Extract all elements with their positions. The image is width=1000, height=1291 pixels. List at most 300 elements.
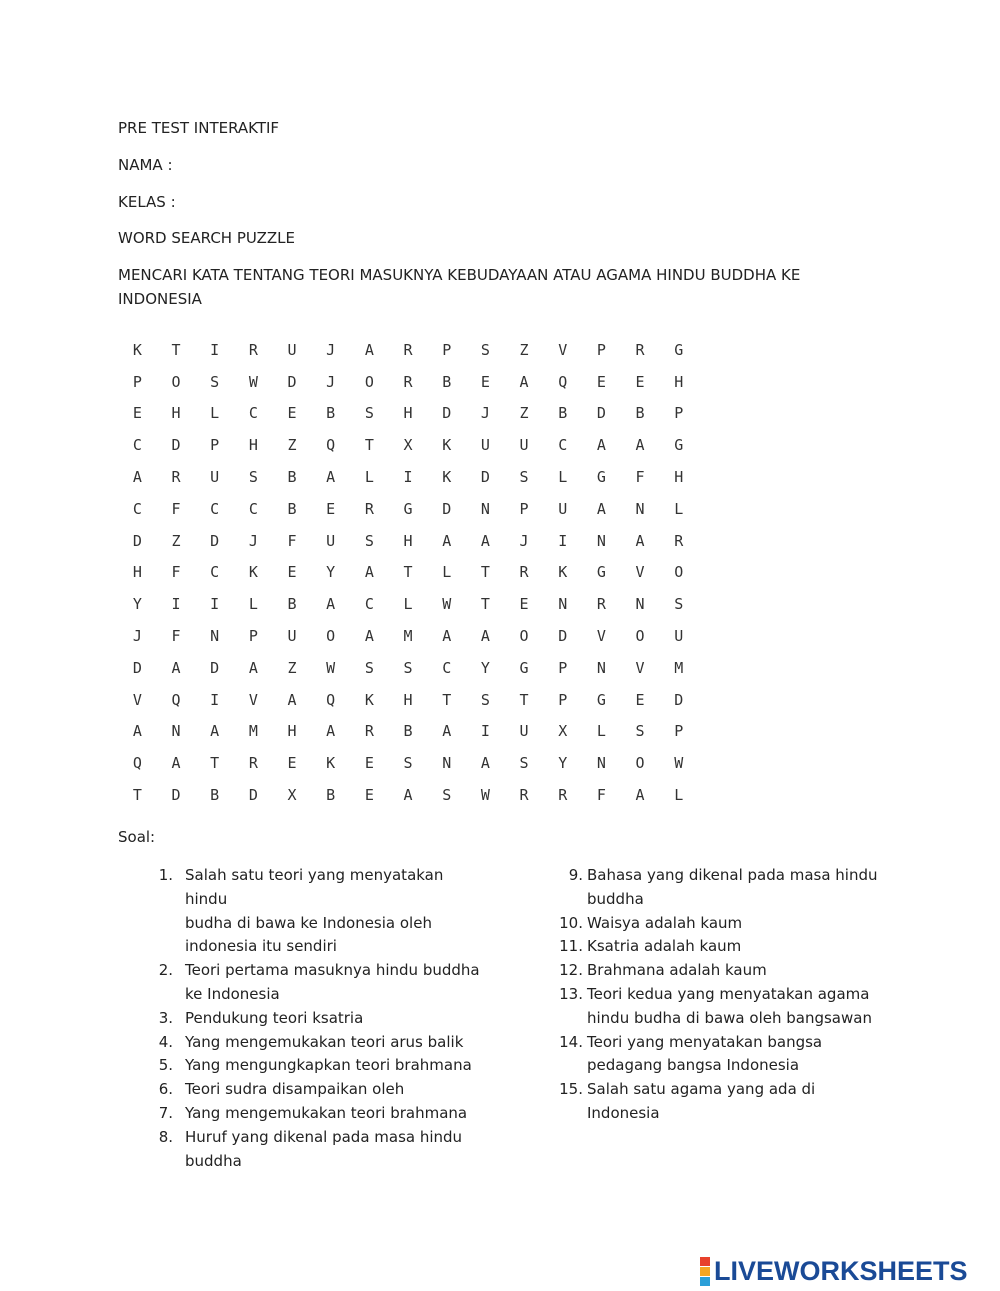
- grid-cell: F: [596, 786, 606, 805]
- grid-cell: O: [171, 372, 181, 391]
- grid-row: [118, 588, 698, 620]
- grid-cell: R: [248, 340, 258, 359]
- grid-row: [118, 525, 698, 557]
- grid-cell: Q: [132, 754, 142, 773]
- grid-cell: F: [171, 563, 181, 582]
- grid-cell: T: [480, 595, 490, 614]
- grid-row: [118, 557, 698, 589]
- questions-label: Soal:: [118, 828, 156, 846]
- grid-cell: T: [442, 690, 452, 709]
- grid-cell: U: [287, 627, 297, 646]
- grid-cell: B: [558, 404, 568, 423]
- grid-row: [118, 620, 698, 652]
- grid-cell: B: [287, 595, 297, 614]
- grid-cell: A: [480, 531, 490, 550]
- grid-cell: A: [364, 340, 374, 359]
- grid-cell: A: [326, 595, 336, 614]
- grid-cell: I: [210, 690, 220, 709]
- logo-square: [700, 1267, 710, 1276]
- question-line: Teori kedua yang menyatakan agama: [587, 984, 870, 1003]
- question-line: Brahmana adalah kaum: [587, 961, 767, 980]
- question-item: [145, 959, 485, 1007]
- grid-cell: X: [403, 436, 413, 455]
- class-label: KELAS :: [118, 193, 176, 211]
- grid-cell: D: [132, 531, 142, 550]
- grid-cell: L: [364, 468, 374, 487]
- grid-cell: S: [519, 754, 529, 773]
- grid-cell: E: [364, 786, 374, 805]
- grid-cell: I: [480, 722, 490, 741]
- grid-cell: P: [558, 690, 568, 709]
- question-line: pedagang bangsa Indonesia: [587, 1056, 800, 1075]
- grid-cell: S: [519, 468, 529, 487]
- brand-text: LIVEWORKSHEETS: [714, 1255, 968, 1286]
- grid-cell: A: [442, 531, 452, 550]
- grid-cell: G: [596, 690, 606, 709]
- grid-cell: N: [171, 722, 181, 741]
- question-line: Yang mengungkapkan teori brahmana: [185, 1056, 472, 1075]
- grid-cell: A: [364, 627, 374, 646]
- question-text: [587, 864, 878, 912]
- grid-cell: W: [326, 658, 336, 677]
- grid-cell: O: [635, 754, 645, 773]
- question-line: Bahasa yang dikenal pada masa hindu: [587, 866, 878, 884]
- grid-cell: H: [403, 404, 413, 423]
- grid-cell: A: [132, 722, 142, 741]
- grid-cell: D: [558, 627, 568, 646]
- grid-cell: U: [210, 468, 220, 487]
- liveworksheets-logo-icon: [700, 1257, 710, 1286]
- grid-cell: W: [248, 372, 258, 391]
- grid-cell: A: [326, 468, 336, 487]
- grid-cell: G: [519, 658, 529, 677]
- grid-cell: X: [558, 722, 568, 741]
- puzzle-title: WORD SEARCH PUZZLE: [118, 229, 295, 247]
- grid-cell: U: [519, 722, 529, 741]
- question-text: [173, 864, 485, 959]
- grid-cell: E: [287, 754, 297, 773]
- grid-cell: T: [403, 563, 413, 582]
- question-number: 3.: [158, 1008, 173, 1027]
- grid-cell: K: [558, 563, 568, 582]
- word-search-grid: [118, 334, 698, 811]
- grid-cell: I: [558, 531, 568, 550]
- grid-cell: R: [519, 786, 529, 805]
- grid-cell: L: [442, 563, 452, 582]
- grid-cell: N: [635, 595, 645, 614]
- grid-cell: Y: [132, 595, 142, 614]
- grid-cell: K: [326, 754, 336, 773]
- question-number: 1.: [158, 866, 173, 884]
- grid-cell: C: [248, 404, 258, 423]
- question-item: [145, 1078, 485, 1102]
- grid-cell: P: [248, 627, 258, 646]
- grid-cell: S: [674, 595, 684, 614]
- grid-cell: A: [635, 786, 645, 805]
- grid-cell: C: [248, 499, 258, 518]
- grid-cell: J: [132, 627, 142, 646]
- grid-cell: L: [674, 499, 684, 518]
- grid-cell: O: [674, 563, 684, 582]
- grid-cell: J: [480, 404, 490, 423]
- grid-cell: G: [596, 468, 606, 487]
- question-line: hindu budha di bawa oleh bangsawan: [587, 1008, 872, 1027]
- grid-cell: H: [248, 436, 258, 455]
- grid-cell: Y: [558, 754, 568, 773]
- grid-cell: I: [210, 595, 220, 614]
- grid-cell: Y: [480, 658, 490, 677]
- grid-cell: L: [210, 404, 220, 423]
- grid-cell: A: [596, 499, 606, 518]
- grid-row: [118, 461, 698, 493]
- grid-cell: B: [210, 786, 220, 805]
- question-number: 10.: [559, 913, 583, 932]
- question-item: [145, 864, 485, 959]
- question-number: 12.: [559, 961, 583, 980]
- grid-row: [118, 429, 698, 461]
- grid-cell: N: [596, 754, 606, 773]
- grid-cell: E: [287, 404, 297, 423]
- grid-cell: S: [210, 372, 220, 391]
- grid-cell: A: [442, 627, 452, 646]
- grid-cell: E: [364, 754, 374, 773]
- grid-cell: R: [403, 340, 413, 359]
- grid-cell: M: [403, 627, 413, 646]
- grid-cell: P: [442, 340, 452, 359]
- question-item: [555, 912, 885, 936]
- grid-cell: U: [674, 627, 684, 646]
- grid-cell: B: [326, 786, 336, 805]
- grid-row: [118, 366, 698, 398]
- grid-cell: R: [635, 340, 645, 359]
- grid-cell: K: [442, 436, 452, 455]
- logo-square: [700, 1277, 710, 1286]
- question-text: [587, 1078, 885, 1126]
- grid-row: [118, 684, 698, 716]
- logo-square: [700, 1257, 710, 1266]
- grid-row: [118, 747, 698, 779]
- grid-cell: T: [171, 340, 181, 359]
- grid-cell: S: [442, 786, 452, 805]
- grid-cell: R: [519, 563, 529, 582]
- grid-row: [118, 779, 698, 811]
- grid-cell: U: [480, 436, 490, 455]
- grid-cell: G: [674, 436, 684, 455]
- grid-cell: A: [596, 436, 606, 455]
- grid-cell: R: [558, 786, 568, 805]
- grid-cell: D: [171, 436, 181, 455]
- question-item: [555, 935, 885, 959]
- grid-cell: H: [674, 468, 684, 487]
- grid-cell: X: [287, 786, 297, 805]
- grid-row: [118, 652, 698, 684]
- question-item: [145, 1054, 485, 1078]
- question-item: [145, 1126, 485, 1174]
- grid-cell: E: [596, 372, 606, 391]
- grid-cell: M: [248, 722, 258, 741]
- grid-cell: W: [442, 595, 452, 614]
- question-item: [555, 864, 885, 912]
- grid-cell: T: [364, 436, 374, 455]
- grid-cell: V: [596, 627, 606, 646]
- question-text: [173, 1126, 462, 1174]
- question-number: 8.: [158, 1127, 173, 1146]
- name-label: NAMA :: [118, 156, 173, 174]
- question-line: Teori sudra disampaikan oleh: [185, 1080, 405, 1099]
- liveworksheets-brand: [700, 1256, 995, 1286]
- question-line: buddha: [587, 889, 644, 908]
- grid-cell: C: [132, 499, 142, 518]
- grid-cell: S: [364, 404, 374, 423]
- instruction-line-1: MENCARI KATA TENTANG TEORI MASUKNYA KEBUDAYAAN ATAU AGAMA HINDU BUDDHA KE: [118, 266, 801, 284]
- grid-cell: F: [171, 499, 181, 518]
- question-line: Huruf yang dikenal pada masa hindu: [185, 1127, 463, 1146]
- question-text: [173, 1054, 472, 1078]
- question-text: [587, 983, 872, 1031]
- grid-cell: S: [635, 722, 645, 741]
- question-item: [145, 1031, 485, 1055]
- question-line: Pendukung teori ksatria: [185, 1008, 364, 1027]
- grid-cell: U: [326, 531, 336, 550]
- grid-cell: A: [171, 658, 181, 677]
- grid-cell: D: [480, 468, 490, 487]
- grid-cell: D: [210, 531, 220, 550]
- grid-cell: E: [635, 372, 645, 391]
- grid-cell: P: [596, 340, 606, 359]
- grid-cell: S: [480, 690, 490, 709]
- grid-cell: A: [210, 722, 220, 741]
- question-line: Ksatria adalah kaum: [587, 937, 742, 956]
- page-title: PRE TEST INTERAKTIF: [118, 119, 280, 137]
- grid-cell: B: [287, 468, 297, 487]
- grid-cell: R: [364, 499, 374, 518]
- question-line: Yang mengemukakan teori brahmana: [185, 1103, 468, 1122]
- grid-cell: E: [326, 499, 336, 518]
- grid-cell: S: [248, 468, 258, 487]
- grid-cell: U: [519, 436, 529, 455]
- question-text: [173, 959, 480, 1007]
- grid-cell: Z: [519, 340, 529, 359]
- grid-cell: E: [635, 690, 645, 709]
- grid-cell: Z: [287, 658, 297, 677]
- grid-cell: F: [171, 627, 181, 646]
- grid-cell: J: [519, 531, 529, 550]
- grid-cell: C: [558, 436, 568, 455]
- grid-cell: D: [596, 404, 606, 423]
- grid-cell: A: [635, 436, 645, 455]
- question-text: [173, 1007, 363, 1031]
- questions-column-2: [555, 864, 885, 1126]
- grid-cell: A: [287, 690, 297, 709]
- grid-cell: W: [674, 754, 684, 773]
- grid-cell: S: [364, 531, 374, 550]
- grid-cell: Y: [326, 563, 336, 582]
- grid-cell: G: [674, 340, 684, 359]
- question-line: buddha: [185, 1151, 242, 1170]
- grid-cell: P: [210, 436, 220, 455]
- question-item: [555, 1078, 885, 1126]
- grid-cell: A: [248, 658, 258, 677]
- grid-cell: Q: [171, 690, 181, 709]
- grid-cell: N: [596, 658, 606, 677]
- grid-cell: K: [364, 690, 374, 709]
- question-text: [587, 935, 741, 959]
- grid-cell: B: [442, 372, 452, 391]
- question-item: [145, 1007, 485, 1031]
- grid-cell: E: [519, 595, 529, 614]
- grid-cell: F: [635, 468, 645, 487]
- grid-cell: A: [326, 722, 336, 741]
- question-item: [555, 1031, 885, 1079]
- grid-cell: S: [480, 340, 490, 359]
- question-line: Salah satu agama yang ada di Indonesia: [587, 1080, 816, 1122]
- grid-cell: U: [287, 340, 297, 359]
- grid-cell: H: [403, 690, 413, 709]
- question-item: [145, 1102, 485, 1126]
- question-number: 7.: [158, 1103, 173, 1122]
- question-number: 9.: [568, 866, 583, 884]
- grid-cell: L: [558, 468, 568, 487]
- grid-cell: L: [596, 722, 606, 741]
- grid-cell: O: [519, 627, 529, 646]
- grid-cell: I: [210, 340, 220, 359]
- question-number: 2.: [158, 961, 173, 980]
- grid-row: [118, 334, 698, 366]
- grid-cell: Q: [326, 690, 336, 709]
- grid-cell: D: [132, 658, 142, 677]
- question-line: budha di bawa ke Indonesia oleh: [185, 913, 432, 932]
- question-number: 5.: [158, 1056, 173, 1075]
- grid-cell: S: [403, 754, 413, 773]
- grid-cell: R: [364, 722, 374, 741]
- question-line: indonesia itu sendiri: [185, 937, 337, 956]
- grid-cell: Z: [287, 436, 297, 455]
- grid-cell: N: [210, 627, 220, 646]
- question-number: 13.: [559, 984, 583, 1003]
- grid-cell: A: [442, 722, 452, 741]
- question-text: [587, 1031, 822, 1079]
- grid-cell: Q: [326, 436, 336, 455]
- grid-cell: W: [480, 786, 490, 805]
- grid-row: [118, 398, 698, 430]
- grid-cell: T: [519, 690, 529, 709]
- grid-cell: R: [596, 595, 606, 614]
- grid-cell: T: [210, 754, 220, 773]
- question-text: [173, 1078, 404, 1102]
- grid-cell: V: [635, 563, 645, 582]
- grid-cell: O: [326, 627, 336, 646]
- grid-cell: B: [403, 722, 413, 741]
- grid-cell: V: [248, 690, 258, 709]
- grid-cell: P: [519, 499, 529, 518]
- grid-cell: C: [442, 658, 452, 677]
- question-text: [587, 959, 767, 983]
- grid-cell: B: [326, 404, 336, 423]
- grid-cell: H: [171, 404, 181, 423]
- grid-cell: E: [287, 563, 297, 582]
- grid-cell: N: [558, 595, 568, 614]
- grid-cell: R: [248, 754, 258, 773]
- grid-cell: K: [442, 468, 452, 487]
- grid-cell: A: [171, 754, 181, 773]
- grid-cell: K: [132, 340, 142, 359]
- question-line: Teori pertama masuknya hindu buddha: [185, 961, 480, 980]
- grid-cell: N: [480, 499, 490, 518]
- grid-cell: C: [364, 595, 374, 614]
- grid-cell: N: [442, 754, 452, 773]
- question-line: Salah satu teori yang menyatakan hindu: [185, 866, 444, 908]
- question-text: [587, 912, 742, 936]
- grid-cell: L: [403, 595, 413, 614]
- grid-cell: N: [596, 531, 606, 550]
- grid-cell: C: [210, 563, 220, 582]
- question-line: Teori yang menyatakan bangsa: [587, 1032, 823, 1051]
- grid-cell: A: [364, 563, 374, 582]
- grid-row: [118, 716, 698, 748]
- grid-cell: Z: [171, 531, 181, 550]
- question-number: 15.: [559, 1080, 583, 1099]
- grid-cell: T: [132, 786, 142, 805]
- grid-cell: T: [480, 563, 490, 582]
- grid-cell: A: [480, 754, 490, 773]
- grid-cell: D: [248, 786, 258, 805]
- grid-cell: J: [326, 340, 336, 359]
- grid-cell: G: [596, 563, 606, 582]
- question-item: [555, 959, 885, 983]
- grid-cell: D: [210, 658, 220, 677]
- grid-cell: A: [132, 468, 142, 487]
- grid-cell: V: [558, 340, 568, 359]
- grid-cell: R: [403, 372, 413, 391]
- grid-cell: S: [403, 658, 413, 677]
- question-text: [173, 1102, 467, 1126]
- question-number: 11.: [559, 937, 583, 956]
- grid-cell: B: [635, 404, 645, 423]
- grid-cell: M: [674, 658, 684, 677]
- grid-cell: L: [248, 595, 258, 614]
- question-line: Waisya adalah kaum: [587, 913, 743, 932]
- grid-cell: A: [635, 531, 645, 550]
- grid-row: [118, 493, 698, 525]
- grid-cell: Q: [558, 372, 568, 391]
- grid-cell: A: [480, 627, 490, 646]
- grid-cell: G: [403, 499, 413, 518]
- grid-cell: B: [287, 499, 297, 518]
- grid-cell: I: [171, 595, 181, 614]
- grid-cell: R: [674, 531, 684, 550]
- question-line: ke Indonesia: [185, 984, 280, 1003]
- grid-cell: C: [132, 436, 142, 455]
- question-number: 14.: [559, 1032, 583, 1051]
- question-number: 4.: [158, 1032, 173, 1051]
- grid-cell: H: [132, 563, 142, 582]
- grid-cell: K: [248, 563, 258, 582]
- grid-cell: F: [287, 531, 297, 550]
- grid-cell: D: [674, 690, 684, 709]
- grid-cell: O: [635, 627, 645, 646]
- grid-cell: V: [635, 658, 645, 677]
- grid-cell: A: [519, 372, 529, 391]
- grid-cell: H: [287, 722, 297, 741]
- grid-cell: E: [132, 404, 142, 423]
- grid-cell: P: [674, 722, 684, 741]
- grid-cell: S: [364, 658, 374, 677]
- grid-cell: L: [674, 786, 684, 805]
- grid-cell: D: [442, 499, 452, 518]
- instruction-line-2: INDONESIA: [118, 290, 202, 308]
- grid-cell: J: [326, 372, 336, 391]
- grid-cell: V: [132, 690, 142, 709]
